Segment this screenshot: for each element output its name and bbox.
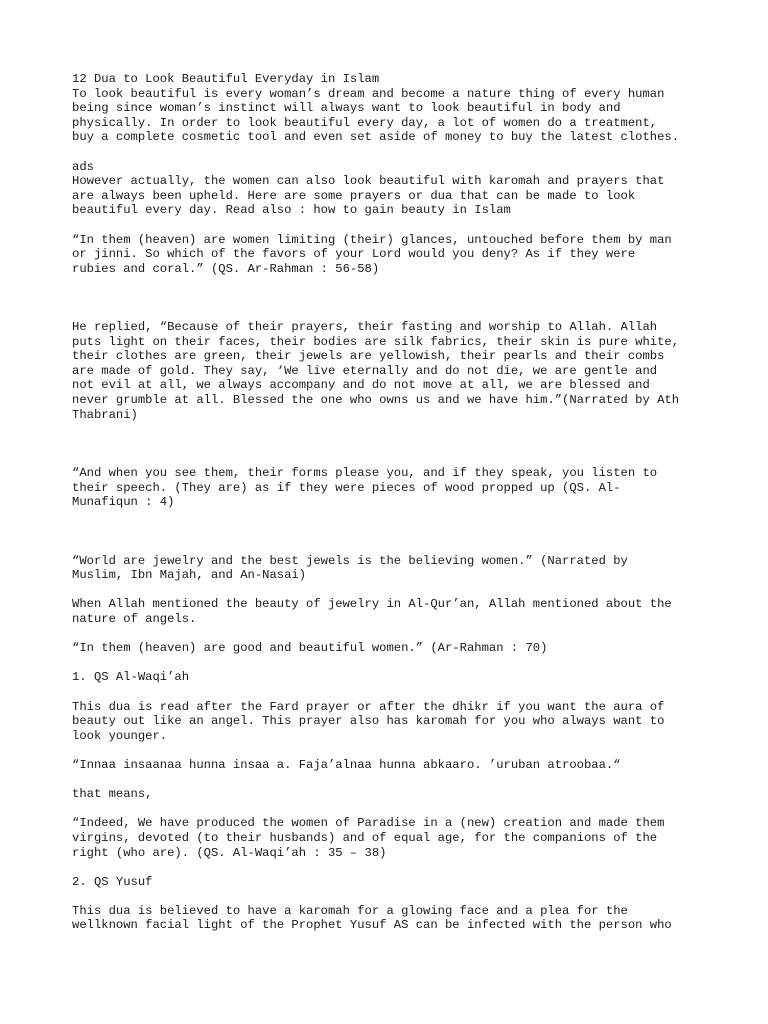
text-line: However actually, the women can also look beautiful with karomah and prayers that [72, 174, 665, 189]
text-line: buy a complete cosmetic tool and even set aside of money to buy the latest clothes. [72, 130, 680, 145]
text-line: their clothes are green, their jewels are yellowish, their pearls and their combs [72, 349, 665, 364]
quote-muslim [72, 554, 712, 583]
text-line: their speech. (They are) as if they were pieces of wood propped up (QS. Al- [72, 480, 621, 495]
text-line: are always been upheld. Here are some prayers or dua that can be made to look [72, 188, 636, 203]
yusuf-paragraph [72, 904, 712, 933]
text-line: beautiful every day. Read also : how to gain beauty in Islam [72, 203, 511, 218]
text-line: not evil at all, we always accompany and do not move at all, we are blessed and [72, 378, 650, 393]
that-means-label: that means, [72, 787, 153, 802]
section-heading-waqiah: 1. QS Al-Waqi’ah [72, 670, 190, 685]
text-line: look younger. [72, 728, 168, 743]
text-line: are made of gold. They say, ‘We live eternally and do not die, we are gentle and [72, 363, 658, 378]
text-line: Munafiqun : 4) [72, 495, 175, 510]
text-line: Thabrani) [72, 407, 138, 422]
intro-paragraph [72, 87, 712, 145]
document-page [72, 72, 712, 933]
text-line: right (who are). (QS. Al-Waqi’ah : 35 – 38) [72, 845, 387, 860]
angels-paragraph [72, 597, 712, 626]
text-line: rubies and coral.” (QS. Ar-Rahman : 56-58) [72, 261, 380, 276]
text-line: This dua is believed to have a karomah for a glowing face and a plea for the [72, 903, 628, 918]
waqiah-paragraph [72, 700, 712, 744]
text-line: virgins, devoted (to their husbands) and of equal age, for the companions of the [72, 830, 658, 845]
quote-thabrani [72, 320, 712, 422]
quote-ar-rahman-70: “In them (heaven) are good and beautiful women.” (Ar-Rahman : 70) [72, 641, 548, 656]
text-line: puts light on their faces, their bodies are silk fabrics, their skin is pure white, [72, 334, 680, 349]
text-line: “In them (heaven) are women limiting (their) glances, untouched before them by man [72, 232, 672, 247]
text-line: beauty out like an angel. This prayer also has karomah for you who always want to [72, 714, 665, 729]
meaning-waqiah [72, 816, 712, 860]
document-title: 12 Dua to Look Beautiful Everyday in Islam [72, 72, 380, 86]
quote-munafiqun [72, 466, 712, 510]
text-line: physically. In order to look beautiful every day, a lot of women do a treatment, [72, 115, 658, 130]
text-line: To look beautiful is every woman’s dream and become a nature thing of every human [72, 86, 665, 101]
text-line: nature of angels. [72, 612, 197, 627]
text-line: “Indeed, We have produced the women of Paradise in a (new) creation and made them [72, 816, 665, 831]
text-line: When Allah mentioned the beauty of jewelry in Al-Qur’an, Allah mentioned about the [72, 597, 672, 612]
text-line: never grumble at all. Blessed the one who owns us and we have him.”(Narrated by Ath [72, 393, 680, 408]
text-line: “World are jewelry and the best jewels is the believing women.” (Narrated by [72, 553, 628, 568]
text-line: Muslim, Ibn Majah, and An-Nasai) [72, 568, 307, 583]
karomah-paragraph [72, 174, 712, 218]
text-line: or jinni. So which of the favors of your Lord would you deny? As if they were [72, 247, 636, 262]
text-line: wellknown facial light of the Prophet Yusuf AS can be infected with the person who [72, 918, 672, 933]
section-heading-yusuf: 2. QS Yusuf [72, 874, 153, 889]
text-line: being since woman’s instinct will always want to look beautiful in body and [72, 101, 621, 116]
text-line: This dua is read after the Fard prayer or after the dhikr if you want the aura of [72, 699, 665, 714]
text-line: “And when you see them, their forms please you, and if they speak, you listen to [72, 466, 658, 481]
ads-label: ads [72, 159, 94, 174]
text-line: He replied, “Because of their prayers, their fasting and worship to Allah. Allah [72, 320, 658, 335]
quote-ar-rahman [72, 233, 712, 277]
dua-waqiah: “Innaa insaanaa hunna insaa a. Faja’alnaa hunna abkaaro. ’uruban atroobaa.“ [72, 757, 621, 772]
